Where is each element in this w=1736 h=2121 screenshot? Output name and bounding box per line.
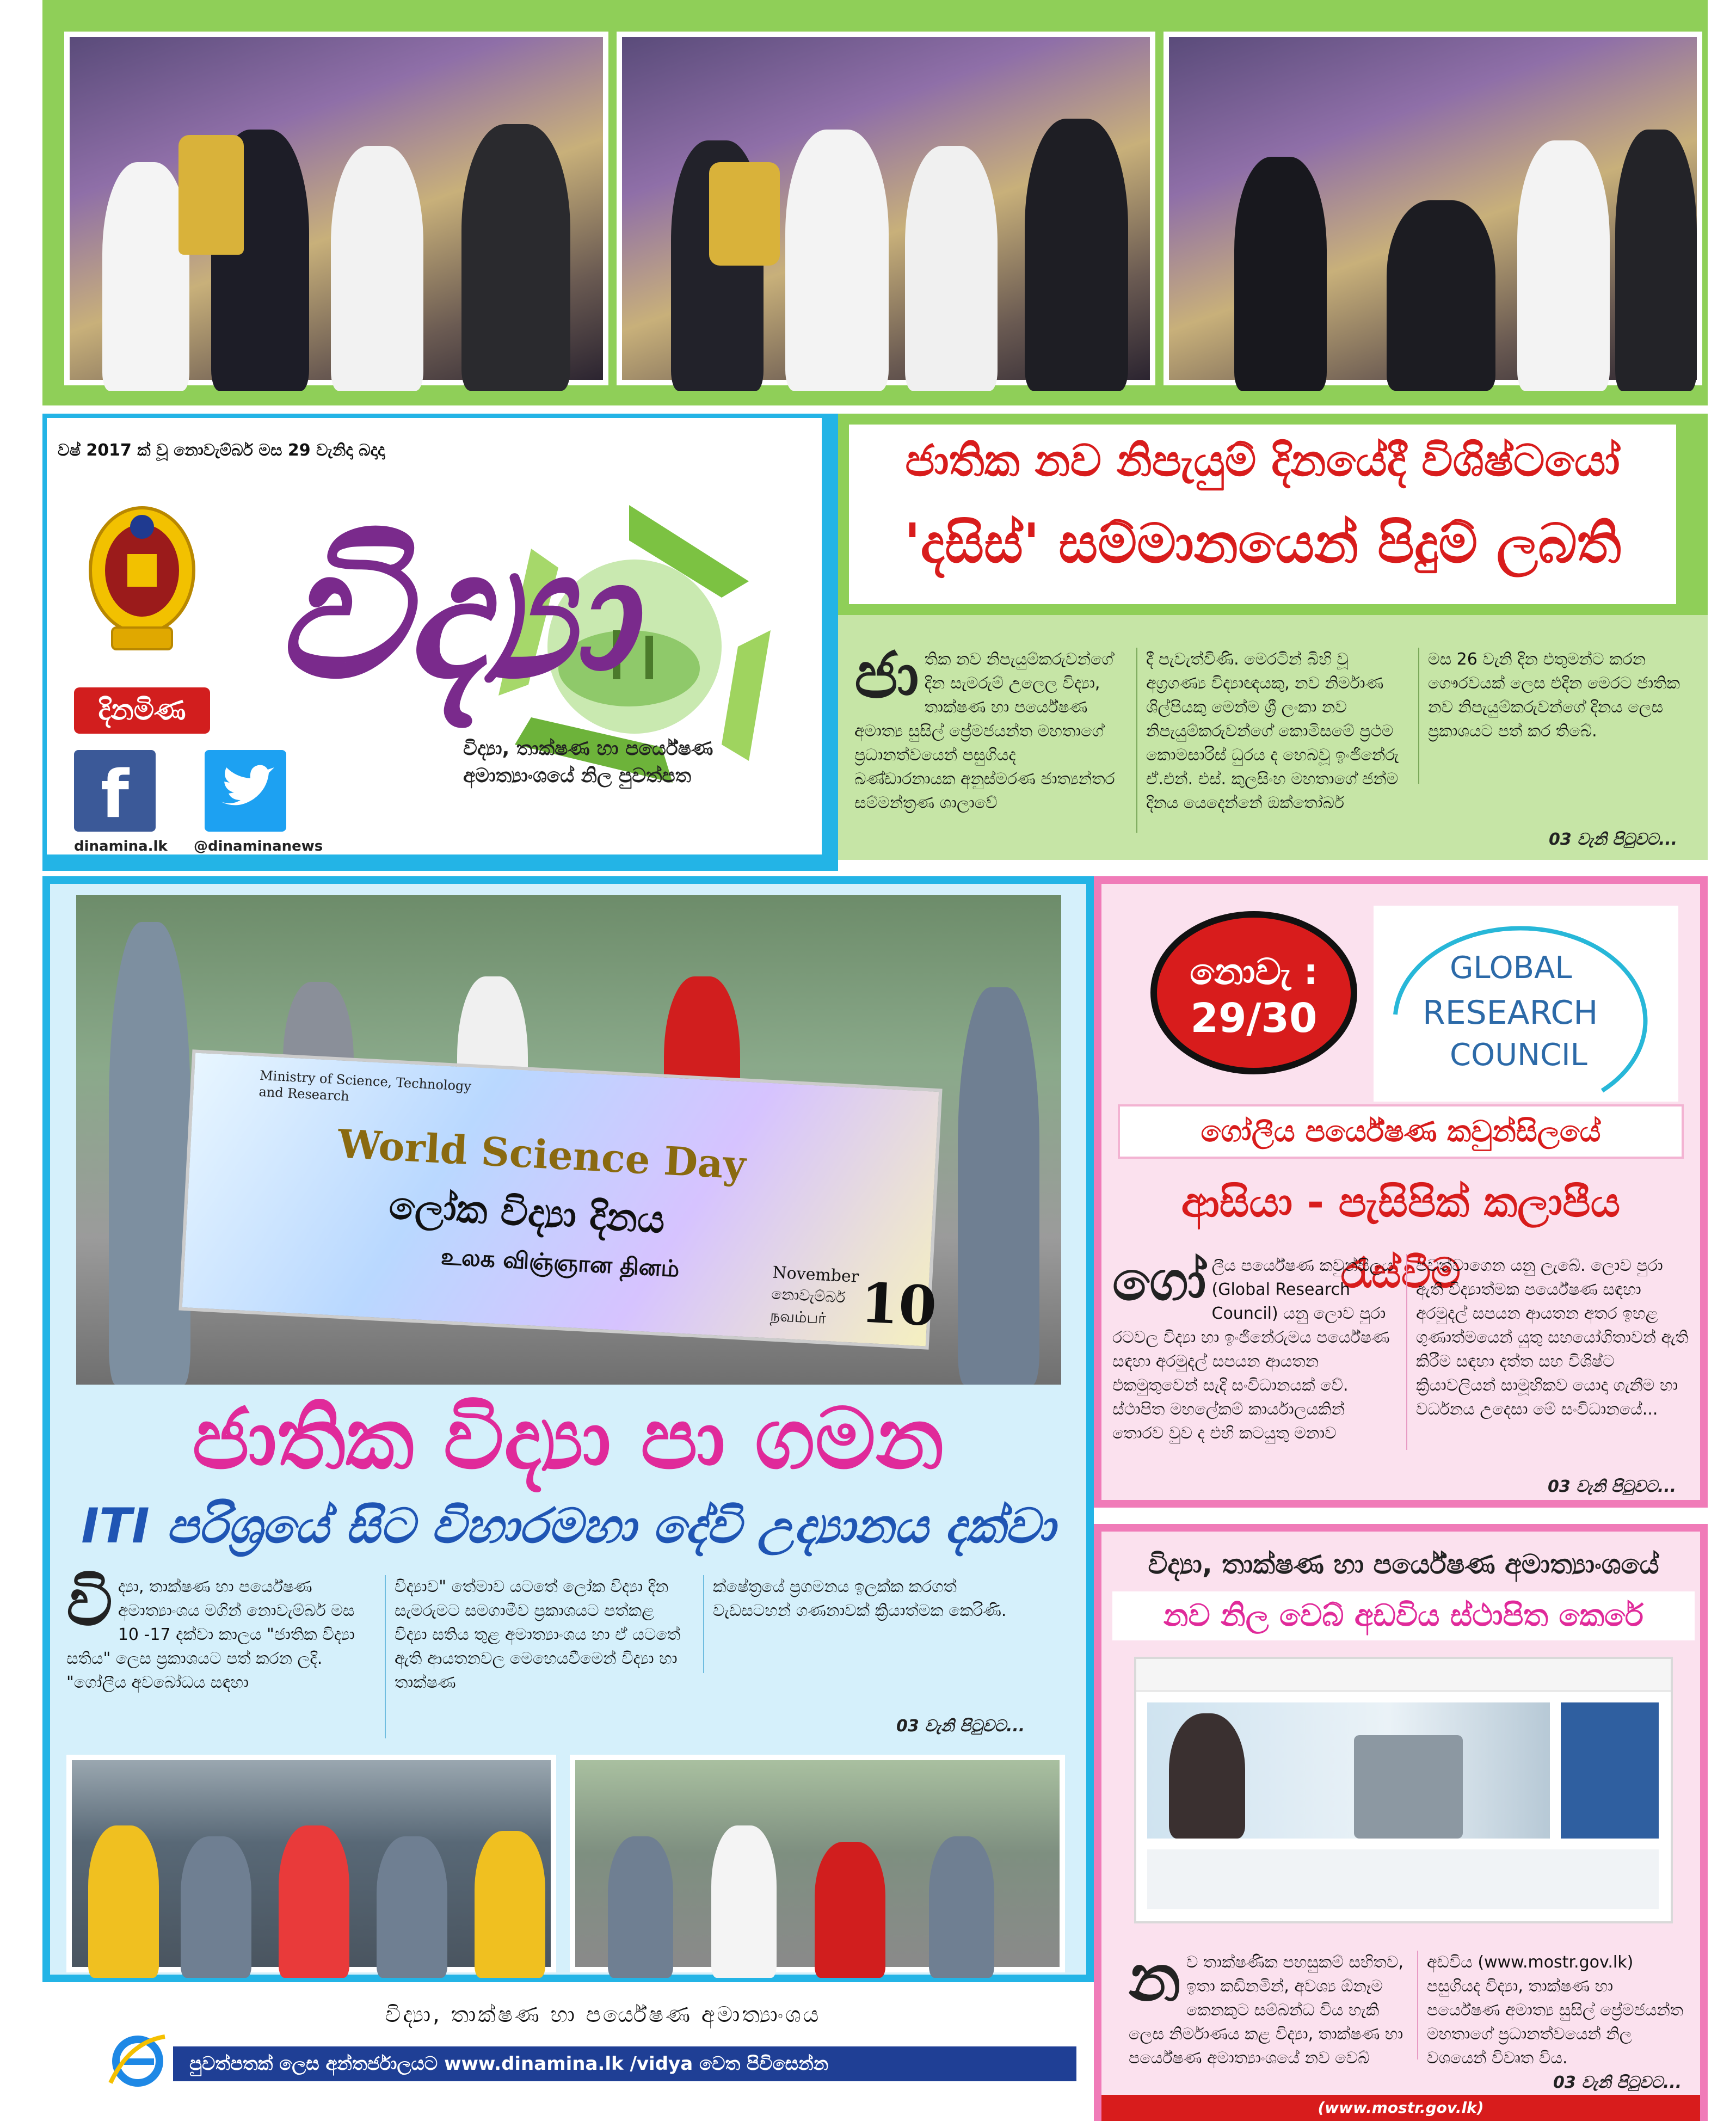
grc-date-badge: නොවැ : 29/30 [1150, 911, 1357, 1074]
banner-ministry: Ministry of Science, Technology and Research [258, 1067, 472, 1104]
banner-month-en: November [772, 1263, 859, 1287]
twitter-icon[interactable] [205, 750, 286, 832]
story-website-headline-2: නව නිල වෙබ් අඩවිය ස්ථාපිත කෙරේ [1112, 1591, 1695, 1640]
story-science-walk-col-3: ක්ෂේත්‍රයේ ප්‍රගමනය ඉලක්ක කරගත් වැඩසටහන් ගණනාවක් ක්‍රියාත්මක කෙරිණි. [703, 1575, 1008, 1673]
story-grc-col-2: පවත්වාගෙන යනු ලැබේ. ලොව පුරා ඇති විද්‍යාත්මක පර්යේෂණ සඳහා අරමුදල් සපයන ආයතන අතර ඉහළ ගුණාත්මයෙන් යුතු සහයෝගිතාවන් ඇති කිරීම සඳහා දත්ත සහ විශිෂ්ට ක්‍රියාවලියන් සාමූහිකව යොදා ගැනීම හා වර්ධනය උදෙසා මේ සංවිධානයේ... [1406, 1254, 1689, 1450]
story-awards-col-1: ජා තික නව නිපැයුම්කරුවන්ගේ දින සැමරුම් උලෙල විද්‍යා, තාක්ෂණ හා පර්යේෂණ අමාත්‍ය සුසිල් ප්‍රේමජයන්ත මහතාගේ ප්‍රධානත්වයෙන් පසුගියද බණ්ඩාරනායක අනුස්මරණ ජාත්‍යන්තර සම්මන්ත්‍රණ ශාලාවේ [854, 637, 1115, 813]
banner-month-si: නොවැම්බර් [771, 1284, 846, 1307]
story-science-walk-col-2: විද්‍යාව" තේමාව යටතේ ලෝක විද්‍යා දින සැමරුමට සමගාමීව ප්‍රකාශයට පත්කළ විද්‍යා සතිය තුළ අමාත්‍යාංශය හා ඒ යටතේ ඇති ආයතනවල මෙහෙයවීමෙන් විද්‍යා හා තාක්ෂණ [385, 1575, 690, 1738]
story-grc-headline-2: ආසියා - පැසිපික් කලාපීය රැස්වීම [1181, 1178, 1621, 1297]
internet-explorer-icon [108, 2031, 168, 2091]
story-awards-col-3: මස 26 වැනි දින එතුමන්ට කරන ගෞරවයක් ලෙස එදින මෙරට ජාතික නව නිපැයුම්කරුවන්ගේ දිනය ලෙස ප්‍රකාශයට පත් කර තිබේ. [1418, 648, 1685, 784]
banner-month-ta: நவம்பர் [769, 1306, 827, 1327]
award-photo-3 [1164, 32, 1702, 385]
website-screenshot [1134, 1657, 1673, 1923]
banner-title-ta: உலக விஞ்ஞான தினம் [440, 1243, 680, 1282]
masthead-subtitle-1: විද්‍යා, තාක්ෂණ හා පර්යේෂණ [463, 737, 713, 760]
facebook-handle[interactable]: dinamina.lk [74, 838, 168, 854]
story-awards [838, 414, 1708, 860]
story-grc-col-1: ගෝ ලීය පර්යේෂණ කවුන්සිලය (Global Research Council) යනු ලොව පුරා රටවල විද්‍යා හා ඉංජිනේරුමය පර්යේෂණ සඳහා අරමුදල් සපයන ආයතන එකමුතුවෙන් සැදි සංවිධානයක් වේ. ස්ථාපිත මහලේකම් කාර්යාලයකින් තොරව වුව ද එහි කටයුතු මනාව [1112, 1249, 1394, 1443]
dinamina-logo: දිනමිණ [74, 687, 210, 734]
story-awards-drop-cap: ජා [854, 637, 919, 712]
story-website-headline-1: විද්‍යා, තාක්ෂණ හා පර්යේෂණ අමාත්‍යාංශයේ [1148, 1548, 1659, 1580]
top-photo-strip [42, 0, 1708, 405]
world-science-day-banner [178, 1049, 942, 1350]
story-awards-continued: 03 වැනි පිටුවට... [1549, 830, 1678, 849]
science-walk-photo-2 [66, 1755, 556, 1972]
story-awards-col-2: දී පැවැත්විණි. මෙරටින් බිහි වූ අග්‍රගණ්‍ය විද්‍යාඥයකු, නව නිර්මාණ ශිල්පියකු මෙන්ම ශ්‍රී ලංකා නව නිපැයුම්කරුවන්ගේ කොමිසමේ ප්‍රථම කොමසාරිස් ධුරය ද හෙබවූ ඉංජිනේරු ඒ.එන්. එස්. කුලසිංහ මහතාගේ ජන්ම දිනය යෙදෙන්නේ ඔක්තෝබර් [1136, 648, 1403, 833]
masthead-subtitle-2: අමාත්‍යාංශයේ නිල පුවත්පත [463, 765, 692, 787]
website-url-bar[interactable]: (www.mostr.gov.lk) [1101, 2095, 1700, 2121]
footer-ministry: විද්‍යා, තාක්ෂණ හා පර්යේෂණ අමාත්‍යාංශය [385, 2002, 821, 2027]
grc-logo: GLOBAL RESEARCH COUNCIL [1374, 906, 1678, 1102]
masthead [42, 414, 838, 871]
banner-title-en: World Science Day [336, 1120, 747, 1188]
story-website-drop-cap: න [1129, 1940, 1181, 2015]
story-science-walk-col-1: වි ද්‍යා, තාක්ෂණ හා පර්යේෂණ අමාත්‍යාංශය මගින් නොවැම්බර් මස 10 -17 දක්වා කාලය "ජාතික විද්‍යා සතිය" ලෙස ප්‍රකාශයට පත් කරන ලදි. "ගෝලීය අවබෝධය සඳහා [66, 1565, 355, 1692]
facebook-icon[interactable]: f [74, 750, 156, 832]
story-grc-drop-cap: ගෝ [1112, 1249, 1206, 1313]
story-website-continued: 03 වැනි පිටුවට... [1553, 2073, 1682, 2092]
award-photo-2 [617, 32, 1155, 385]
story-science-walk-headline-1: ජාතික විද්‍යා පා ගමන [192, 1390, 944, 1488]
story-awards-headline-box [838, 414, 1708, 615]
story-science-walk-drop-cap: වි [66, 1565, 113, 1640]
story-grc [1094, 876, 1708, 1508]
story-science-walk [42, 876, 1094, 1982]
story-science-walk-continued: 03 වැනි පිටුවට... [896, 1717, 1025, 1736]
twitter-handle[interactable]: @dinaminanews [194, 838, 323, 854]
science-walk-main-photo [76, 895, 1061, 1385]
vidya-logo-title: විද්‍යා [275, 509, 633, 718]
story-awards-headline-2: 'දසිස්' සම්මානයෙන් පිදුම් ලබති [904, 512, 1621, 575]
footer-online-link[interactable]: පුවත්පතක් ලෙස අන්තර්ජාලයට www.dinamina.lk /vidya වෙත පිවිසෙන්න [173, 2046, 1076, 2081]
story-website-col-2: අඩවිය (www.mostr.gov.lk) පසුගියද විද්‍යා, තාක්ෂණ හා පර්යේෂණ අමාත්‍ය සුසිල් ප්‍රේමජයන්ත මහතාගේ ප්‍රධානත්වයෙන් නිල වශයෙන් විවෘත විය. [1417, 1951, 1689, 2059]
state-emblem-icon [79, 494, 205, 657]
story-awards-headline-1: ජාතික නව නිපැයුම් දිනයේදී විශිෂ්ටයෝ [905, 435, 1620, 486]
banner-title-si: ලෝක විද්‍යා දිනය [387, 1183, 666, 1243]
story-grc-headline-1: ගෝලීය පර්යේෂණ කවුන්සිලයේ [1118, 1104, 1684, 1159]
issue-date: වෂ් 2017 ක් වූ නොවැම්බර් මස 29 වැනිදා බදාදා [58, 441, 385, 460]
story-grc-continued: 03 වැනි පිටුවට... [1548, 1477, 1677, 1496]
science-walk-photo-3 [570, 1755, 1065, 1972]
banner-day: 10 [859, 1270, 938, 1339]
award-photo-1 [64, 32, 608, 385]
story-website [1094, 1524, 1708, 2121]
story-science-walk-headline-2: ITI පරිශ්‍රයේ සිට විහාරමහා දේවි උද්‍යානය දක්වා [81, 1498, 1055, 1554]
story-website-col-1: න ව තාක්ෂණික පහසුකම් සහිතව, ඉතා කඩිනමින්, අවශ්‍ය ඕනෑම කෙනකුට සම්බන්ධ විය හැකි ලෙස නිර්මාණය කළ විද්‍යා, තාක්ෂණ හා පර්යේෂණ අමාත්‍යාංශයේ නව වෙබ් [1129, 1940, 1404, 2068]
footer [42, 1982, 1094, 2121]
